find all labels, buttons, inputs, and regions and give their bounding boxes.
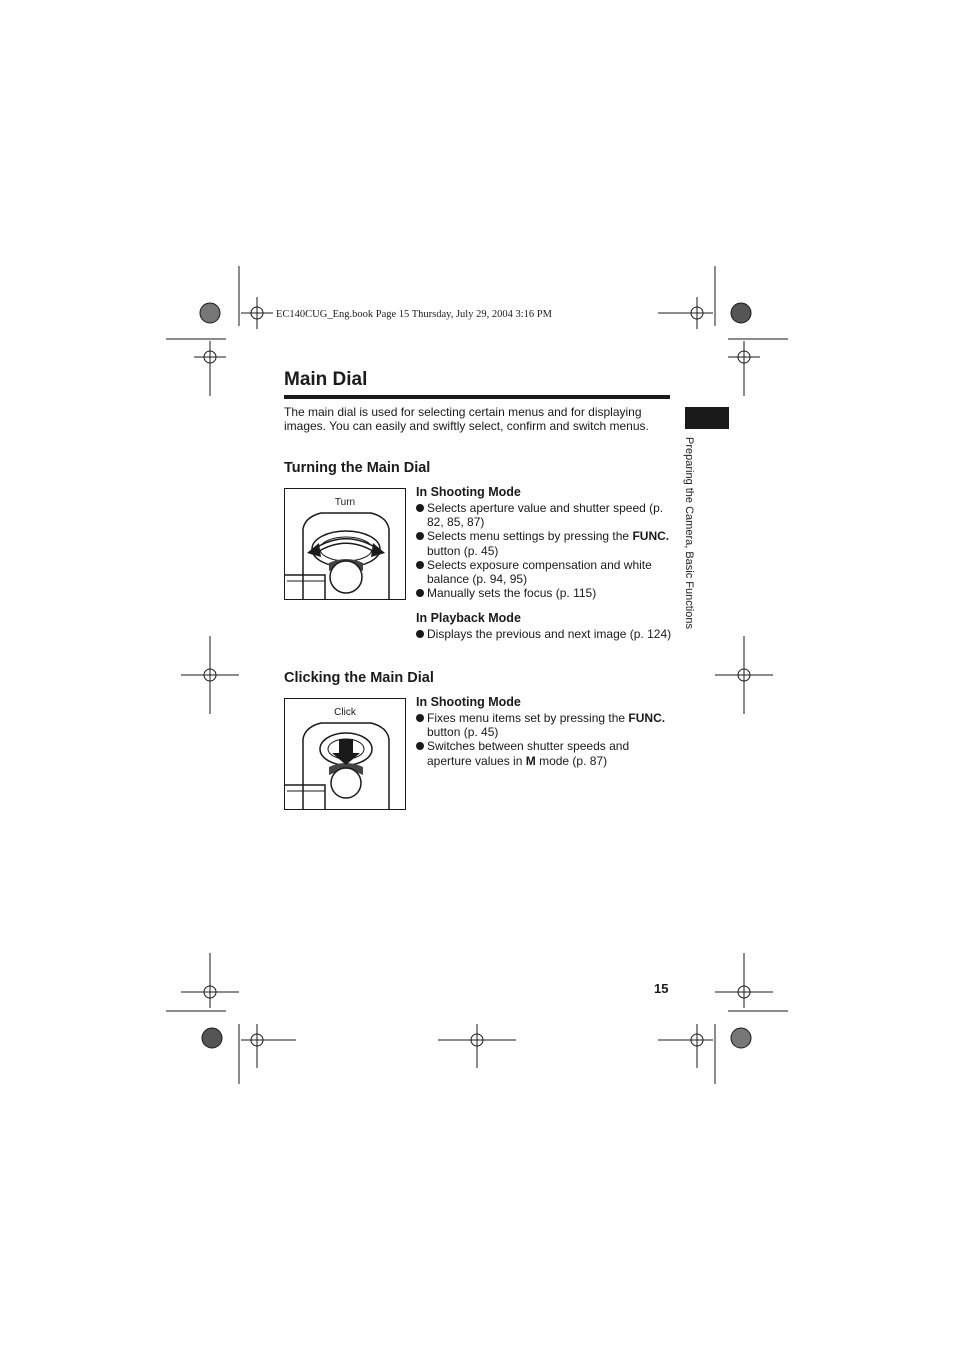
turn-dial-figure [284,488,406,600]
clicking-shooting-heading: In Shooting Mode [416,695,521,709]
page-title: Main Dial [284,369,368,390]
camera-dial-click-illustration [285,699,406,810]
list-item: Fixes menu items set by pressing the FUNC. button (p. 45) [416,711,674,739]
title-rule [284,395,670,399]
turning-playback-list [416,627,674,641]
intro-paragraph: The main dial is used for selecting certain menus and for displaying images. You can easily and swiftly select, confirm and switch menus. [284,405,649,434]
clicking-heading: Clicking the Main Dial [284,670,434,686]
clicking-shooting-list [416,711,674,768]
camera-dial-turn-illustration [285,489,406,600]
turn-label: Turn [334,497,356,508]
turning-heading: Turning the Main Dial [284,460,431,476]
click-label: Click [334,707,356,718]
list-item: Selects aperture value and shutter speed (p. 82, 85, 87) [416,501,674,529]
chapter-tab [685,407,729,429]
page-number: 15 [654,981,669,996]
list-item: Displays the previous and next image (p. 124) [416,627,674,641]
file-info-header: EC140CUG_Eng.book Page 15 Thursday, July 29, 2004 3:16 PM [276,309,552,320]
list-item: Switches between shutter speeds and aperture values in M mode (p. 87) [416,739,674,767]
click-dial-figure [284,698,406,810]
turning-shooting-heading: In Shooting Mode [416,485,521,499]
chapter-tab-label: Preparing the Camera, Basic Functions [683,437,695,629]
list-item: Selects exposure compensation and white balance (p. 94, 95) [416,558,674,586]
list-item: Selects menu settings by pressing the FUNC. button (p. 45) [416,529,674,557]
turning-shooting-list [416,501,674,600]
turning-playback-heading: In Playback Mode [416,611,521,625]
list-item: Manually sets the focus (p. 115) [416,586,674,600]
